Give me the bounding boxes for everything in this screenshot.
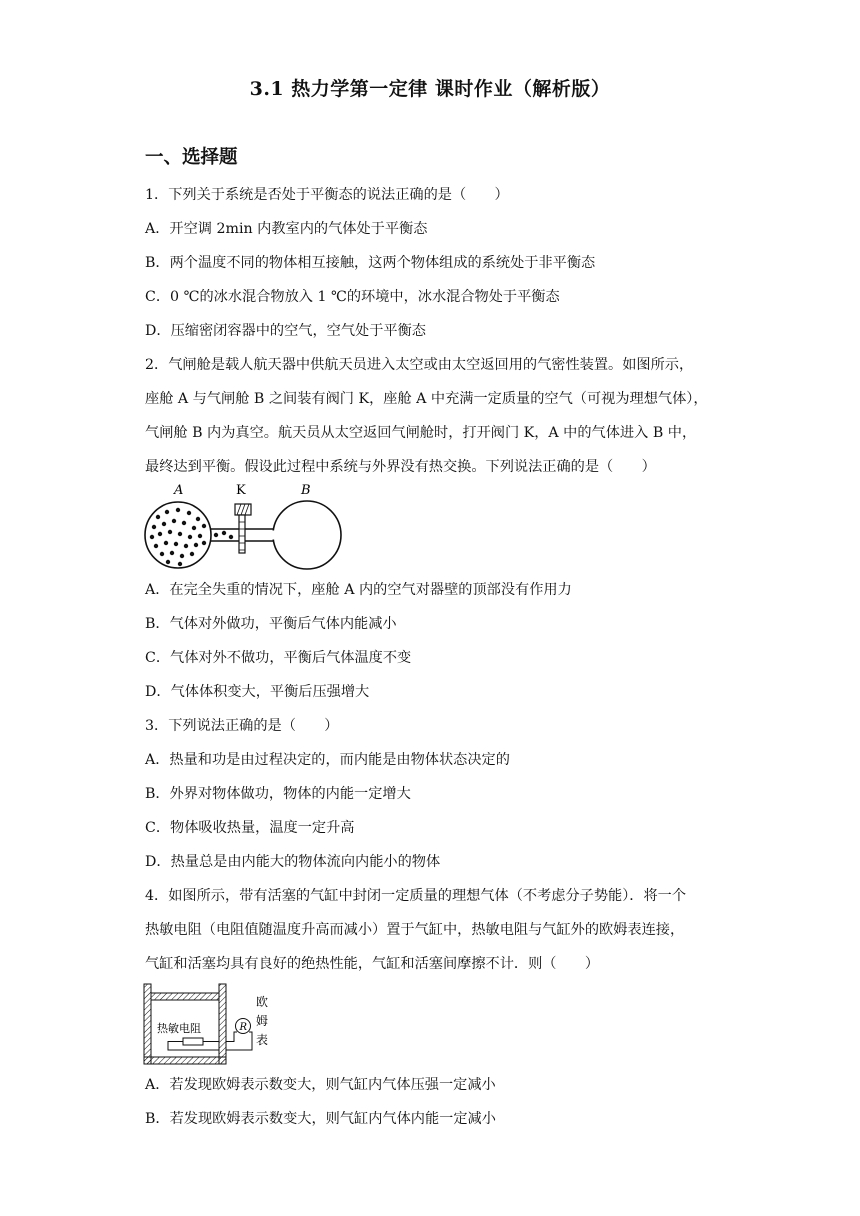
question-2-stem-line-4: 最终达到平衡。假设此过程中系统与外界没有热交换。下列说法正确的是（ ） <box>145 459 656 475</box>
valve-k <box>239 515 245 553</box>
question-2-option-c: C．气体对外不做功，平衡后气体温度不变 <box>145 650 412 666</box>
airlock-figure <box>140 480 350 580</box>
thermistor <box>183 1038 203 1045</box>
question-3-stem: 3．下列说法正确的是（ ） <box>145 718 339 734</box>
question-2-stem-line-1: 2．气闸舱是载人航天器中供航天员进入太空或由太空返回用的气密性装置。如图所示， <box>145 357 694 373</box>
figure-label-k: K <box>236 483 246 498</box>
question-2-option-b: B．气体对外做功，平衡后气体内能减小 <box>145 616 397 632</box>
question-4-stem-line-1: 4．如图所示，带有活塞的气缸中封闭一定质量的理想气体（不考虑分子势能）．将一个 <box>145 888 687 904</box>
ohmmeter-symbol: R <box>239 1022 248 1033</box>
section-title: 一、选择题 <box>145 147 238 168</box>
question-4-option-b: B．若发现欧姆表示数变大，则气缸内气体内能一定减小 <box>145 1111 496 1127</box>
question-4-stem-line-2: 热敏电阻（电阻值随温度升高而减小）置于气缸中，热敏电阻与气缸外的欧姆表连接， <box>145 922 685 938</box>
cylinder-bottom <box>144 1057 226 1064</box>
piston <box>151 993 219 1000</box>
cylinder-left-wall <box>144 984 151 1064</box>
thermistor-label: 热敏电阻 <box>157 1022 201 1035</box>
figure-label-b: B <box>301 483 311 498</box>
ohmmeter-label-3: 表 <box>256 1033 269 1047</box>
question-3-option-a: A．热量和功是由过程决定的，而内能是由物体状态决定的 <box>145 752 510 768</box>
question-1-stem: 1．下列关于系统是否处于平衡态的说法正确的是（ ） <box>145 187 509 203</box>
question-1-option-d: D．压缩密闭容器中的空气，空气处于平衡态 <box>145 323 426 339</box>
cylinder-right-wall <box>219 984 226 1064</box>
question-2-option-d: D．气体体积变大，平衡后压强增大 <box>145 684 370 700</box>
question-1-option-b: B．两个温度不同的物体相互接触，这两个物体组成的系统处于非平衡态 <box>145 255 596 271</box>
question-2-stem-line-3: 气闸舱 B 内为真空。航天员从太空返回气闸舱时，打开阀门 K，A 中的气体进入 B 中， <box>145 425 697 441</box>
ohmmeter-label-2: 姆 <box>256 1014 269 1028</box>
question-4-stem-line-3: 气缸和活塞均具有良好的绝热性能，气缸和活塞间摩擦不计．则（ ） <box>145 956 600 972</box>
question-2-stem-line-2: 座舱 A 与气闸舱 B 之间装有阀门 K，座舱 A 中充满一定质量的空气（可视为理想气体）， <box>145 391 708 407</box>
page-title: 3.1 热力学第一定律 课时作业（解析版） <box>249 78 611 100</box>
question-4-option-a: A．若发现欧姆表示数变大，则气缸内气体压强一定减小 <box>145 1077 496 1093</box>
ohmmeter-label-1: 欧 <box>256 995 269 1009</box>
question-1-option-a: A．开空调 2min 内教室内的气体处于平衡态 <box>145 221 428 237</box>
question-3-option-d: D．热量总是由内能大的物体流向内能小的物体 <box>145 854 441 870</box>
cylinder-figure <box>140 980 290 1070</box>
chamber-b <box>273 501 341 569</box>
question-3-option-b: B．外界对物体做功，物体的内能一定增大 <box>145 786 411 802</box>
question-3-option-c: C．物体吸收热量，温度一定升高 <box>145 820 355 836</box>
question-2-option-a: A．在完全失重的情况下，座舱 A 内的空气对器壁的顶部没有作用力 <box>145 582 572 598</box>
question-1-option-c: C．0 ℃的冰水混合物放入 1 ℃的环境中，冰水混合物处于平衡态 <box>145 289 560 305</box>
figure-label-a: A <box>174 483 184 498</box>
